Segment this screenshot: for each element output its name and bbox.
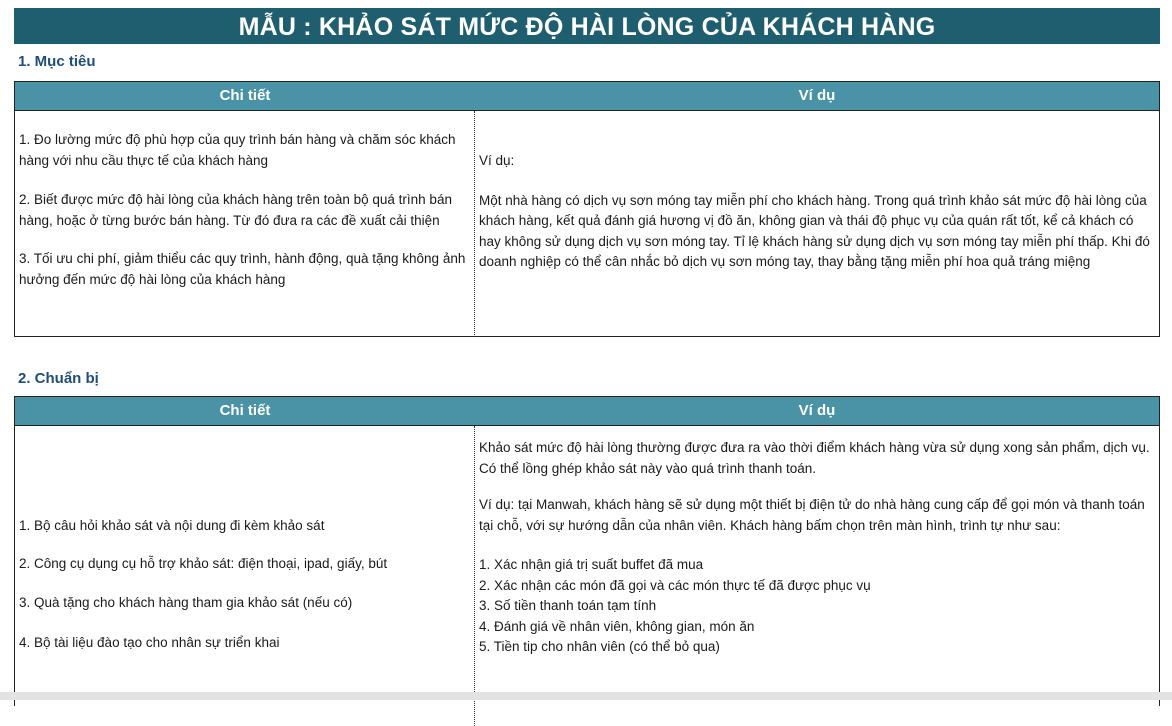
column-header-example: Ví dụ — [798, 402, 836, 419]
preparation-item: 2. Công cụ dụng cụ hỗ trợ khảo sát: điện thoại, ipad, giấy, bút — [19, 555, 388, 571]
detail-cell — [15, 426, 475, 726]
table-header — [15, 397, 1159, 426]
example-step: 3. Số tiền thanh toán tạm tính — [479, 598, 657, 613]
objective-item: 1. Đo lường mức độ phù hợp của quy trình bán hàng và chăm sóc khách hàng với nhu cầu thực tế của khách hàng — [19, 132, 456, 168]
column-header-detail: Chi tiết — [219, 87, 271, 104]
example-text: Một nhà hàng có dịch vụ sơn móng tay miễn phí cho khách hàng. Trong quá trình khảo sát mức độ hài lòng của khách hàng, kết quả đánh giá hương vị đồ ăn, không gian và thái độ phục vụ của quán rất tốt, kể cả khách có hay không sử dụng dịch vụ sơn móng tay. Tỉ lệ khách hàng sử dụng dịch vụ sơn móng tay miễn phí thấp. Khi đó doanh nghiệp có thể cân nhắc bỏ dịch vụ sơn móng tay, thay bằng tặng miễn phí hoa quả tráng miệng — [479, 192, 1150, 269]
example-step: 1. Xác nhận giá trị suất buffet đã mua — [479, 557, 704, 572]
table-row — [15, 111, 1159, 337]
section-heading-objectives: 1. Mục tiêu — [18, 53, 96, 70]
example-paragraph: Khảo sát mức độ hài lòng thường được đưa ra vào thời điểm khách hàng vừa sử dụng xong sản phẩm, dịch vụ. Có thể lồng ghép khảo sát này vào quá trình thanh toán. — [479, 440, 1150, 476]
example-step: 2. Xác nhận các món đã gọi và các món thực tế đã được phục vụ — [479, 577, 871, 593]
detail-cell — [15, 111, 475, 337]
section-heading-preparation: 2. Chuẩn bị — [18, 370, 99, 387]
objective-item: 3. Tối ưu chi phí, giảm thiểu các quy trình, hành động, quà tặng không ảnh hưởng đến mức độ hài lòng của khách hàng — [19, 251, 466, 287]
example-step: 5. Tiền tip cho nhân viên (có thể bỏ qua) — [479, 639, 720, 654]
example-step: 4. Đánh giá về nhân viên, không gian, món ăn — [479, 618, 755, 634]
objective-item: 2. Biết được mức độ hài lòng của khách hàng trên toàn bộ quá trình bán hàng, hoặc ở từng bước bán hàng. Từ đó đưa ra các đề xuất cải thiện — [19, 192, 452, 228]
example-cell — [475, 426, 1159, 726]
preparation-table — [14, 396, 1160, 706]
objectives-table — [14, 81, 1160, 337]
table-row — [15, 426, 1159, 726]
page-title: MẪU : KHẢO SÁT MỨC ĐỘ HÀI LÒNG CỦA KHÁCH HÀNG — [14, 8, 1160, 44]
preparation-item: 1. Bộ câu hỏi khảo sát và nội dung đi kèm khảo sát — [19, 518, 325, 533]
preparation-item: 4. Bộ tài liệu đào tạo cho nhân sự triển khai — [19, 634, 280, 650]
example-intro: Ví dụ: — [479, 153, 515, 168]
preparation-item: 3. Quà tặng cho khách hàng tham gia khảo sát (nếu có) — [19, 595, 353, 610]
example-paragraph: Ví dụ: tại Manwah, khách hàng sẽ sử dụng một thiết bị điện tử do nhà hàng cung cấp để gọi món và thanh toán tại chỗ, với sự hướng dẫn của nhân viên. Khách hàng bấm chọn trên màn hình, trình tự như sau: — [479, 497, 1145, 533]
horizontal-scrollbar[interactable] — [0, 692, 1172, 700]
column-header-example: Ví dụ — [798, 87, 836, 104]
example-cell — [475, 111, 1159, 337]
table-header — [15, 82, 1159, 111]
column-header-detail: Chi tiết — [219, 402, 271, 419]
